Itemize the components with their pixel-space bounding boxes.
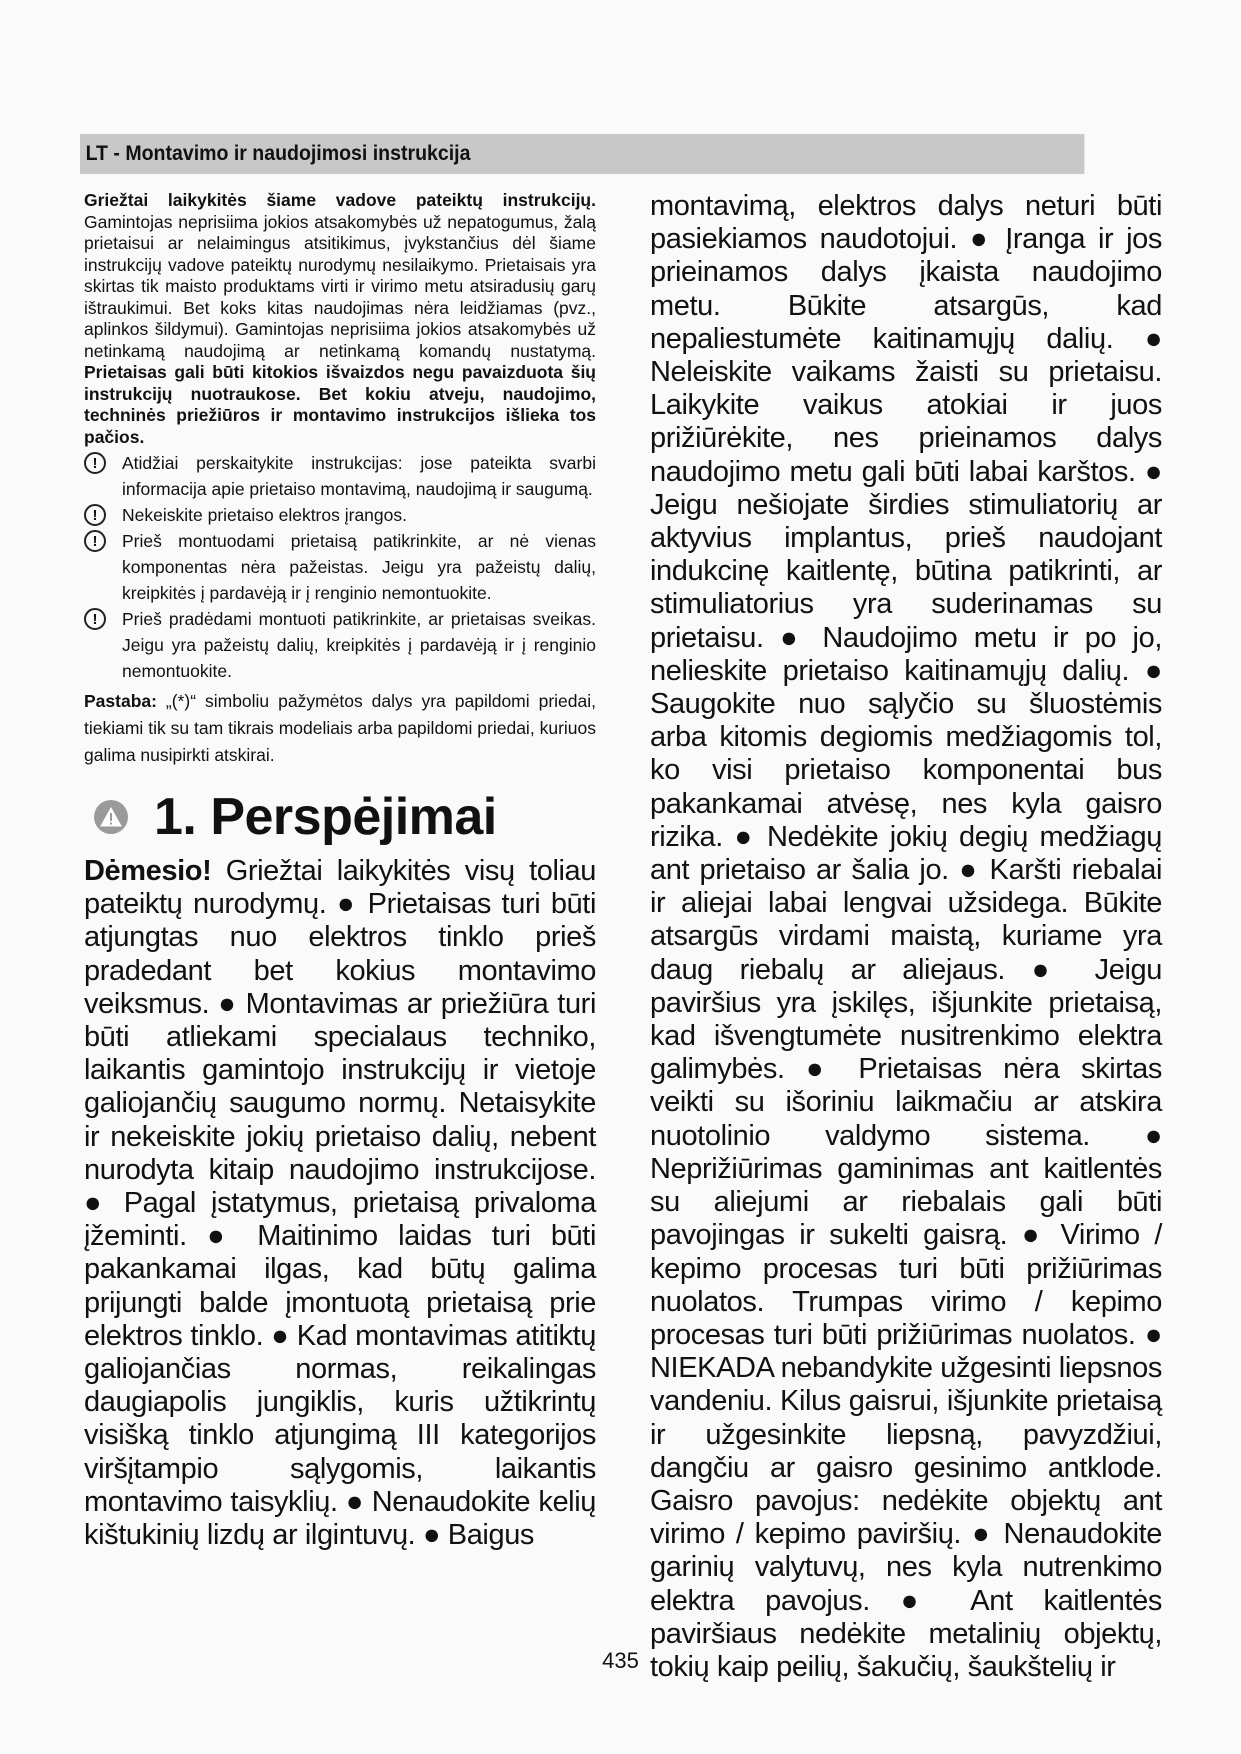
- exclamation-circle-icon: !: [84, 452, 106, 474]
- left-column: [84, 190, 596, 1552]
- warning-text: Atidžiai perskaitykite instrukcijas: jose pateikta svarbi informacija apie prietaiso montavimą, naudojimą ir saugumą.: [122, 453, 596, 499]
- exclamation-circle-icon: !: [84, 504, 106, 526]
- intro-text: Gamintojas neprisiima jokios atsakomybės už nepatogumus, žalą prietaisui ar nelaimingus atsitikimus, įvykstančius dėl šiame instrukcijų vadove pateiktų nurodymų nesilaikymo. Prietaisais yra skirtas tik maisto produktams virti ir virimo metu atsiradusių garų ištraukimui. Bet koks kitas naudojimas nėra leidžiamas (pvz., aplinkos šildymui). Gamintojas neprisiima jokios atsakomybės už netinkamą naudojimą ar netinkamą komandų nustatymą.: [84, 211, 596, 361]
- section-title: 1. Perspėjimai: [154, 788, 497, 846]
- left-body-text: [84, 855, 596, 1552]
- right-body-text: montavimą, elektros dalys neturi būti pasiekiamos naudotojui. ● Įranga ir jos prieinamos dalys įkaista naudojimo metu. Būkite atsargūs, kad nepaliestumėte kaitinamųjų dalių. ● Neleiskite vaikams žaisti su prietaisu. Laikykite vaikus atokiai ir juos prižiūrėkite, nes prieinamos dalys naudojimo metu gali būti labai karštos. ● Jeigu nešiojate širdies stimuliatorių ar aktyvius implantus, prieš naudojant indukcinę kaitlentę, būtina patikrinti, ar stimuliatorius yra suderinamas su prietaisu. ● Naudojimo metu ir po jo, nelieskite prietaiso kaitinamųjų dalių. ● Saugokite nuo sąlyčio su šluostėmis arba kitomis degiomis medžiagomis tol, ko visi prietaiso komponentai bus pakankamai atvėsę, nes kyla gaisro rizika. ● Nedėkite jokių degių medžiagų ant prietaiso ar šalia jo. ● Karšti riebalai ir aliejai labai lengvai užsidega. Būkite atsargūs virdami maistą, kuriame yra daug riebalų ar aliejaus. ● Jeigu paviršius yra įskilęs, išjunkite prietaisą, kad išvengtumėte nusitrenkimo elektra galimybės. ● Prietaisas nėra skirtas veikti su išoriniu laikmačiu ar atskira nuotolinio valdymo sistema. ● Neprižiūrimas gaminimas ant kaitlentės su aliejumi ar riebalais gali būti pavojingas ir sukelti gaisrą. ● Virimo / kepimo procesas turi būti prižiūrimas nuolatos. Trumpas virimo / kepimo procesas turi būti prižiūrimas nuolatos. ● NIEKADA nebandykite užgesinti liepsnos vandeniu. Kilus gaisrui, išjunkite prietaisą ir užgesinkite liepsną, pavyzdžiui, dangčiu ar gaisro gesinimo antklode. Gaisro pavojus: nedėkite objektų ant virimo / kepimo paviršių. ● Nenaudokite garinių valytuvų, nes kyla nutrenkimo elektra pavojus. ● Ant kaitlentės paviršiaus nedėkite metalinių objektų, tokių kaip peilių, šakučių, šaukštelių ir: [650, 190, 1162, 1683]
- section-heading: [84, 787, 596, 847]
- note-paragraph: [84, 688, 596, 769]
- right-column: [650, 190, 1162, 1684]
- warning-item: [84, 502, 596, 528]
- warning-text: Prieš montuodami prietaisą patikrinkite, ar nė vienas komponentas nėra pažeistas. Jeigu yra pažeistų dalių, kreipkitės į pardavėją ir į renginio nemontuokite.: [122, 531, 596, 603]
- intro-bold-tail: Prietaisas gali būti kitokios išvaizdos negu pavaizduota šių instrukcijų nuotraukose. Bet kokiu atveju, naudojimo, techninės priežiūros ir montavimo instrukcijos išlieka tos pačios.: [84, 362, 596, 447]
- warning-item: [84, 450, 596, 502]
- warning-text: Prieš pradėdami montuoti patikrinkite, ar prietaisas sveikas. Jeigu yra pažeistų dalių, kreipkitės į pardavėją ir į renginio nemontuokite.: [122, 609, 596, 681]
- warning-item: [84, 528, 596, 606]
- page-number: 435: [602, 1648, 639, 1673]
- exclamation-circle-icon: !: [84, 530, 106, 552]
- intro-paragraph: [84, 190, 596, 448]
- note-label: Pastaba:: [84, 691, 157, 711]
- exclamation-circle-icon: !: [84, 608, 106, 630]
- section-header-bar: [80, 134, 1084, 174]
- header-title: LT - Montavimo ir naudojimosi instrukcija: [85, 142, 471, 165]
- note-text: „(*)“ simboliu pažymėtos dalys yra papildomi priedai, tiekiami tik su tam tikrais modeliais arba papildomi priedai, kuriuos galima nusipirkti atskirai.: [84, 691, 596, 765]
- warning-item: [84, 606, 596, 684]
- warning-text: Nekeiskite prietaiso elektros įrangos.: [122, 505, 407, 525]
- intro-bold-lead: Griežtai laikykitės šiame vadove pateiktų instrukcijų.: [84, 190, 596, 210]
- left-body-lead: Dėmesio!: [84, 855, 212, 887]
- left-body-content: Griežtai laikykitės visų toliau pateiktų nurodymų. ● Prietaisas turi būti atjungtas nuo elektros tinklo prieš pradedant bet kokius montavimo veiksmus. ● Montavimas ar priežiūra turi būti atliekami specialaus techniko, laikantis gamintojo instrukcijų ir vietoje galiojančių saugumo normų. Netaisykite ir nekeiskite jokių prietaiso dalių, nebent nurodyta kitaip naudojimo instrukcijose. ● Pagal įstatymus, prietaisą privaloma įžeminti. ● Maitinimo laidas turi būti pakankamai ilgas, kad būtų galima prijungti balde įmontuotą prietaisą prie elektros tinklo. ● Kad montavimas atitiktų galiojančias normas, reikalingas daugiapolis jungiklis, kuris užtikrintų visišką tinklo atjungimą III kategorijos viršįtampio sąlygomis, laikantis montavimo taisyklių. ● Nenaudokite kelių kištukinių lizdų ar ilgintuvų. ● Baigus: [84, 855, 596, 1552]
- warning-triangle-icon: [94, 800, 128, 834]
